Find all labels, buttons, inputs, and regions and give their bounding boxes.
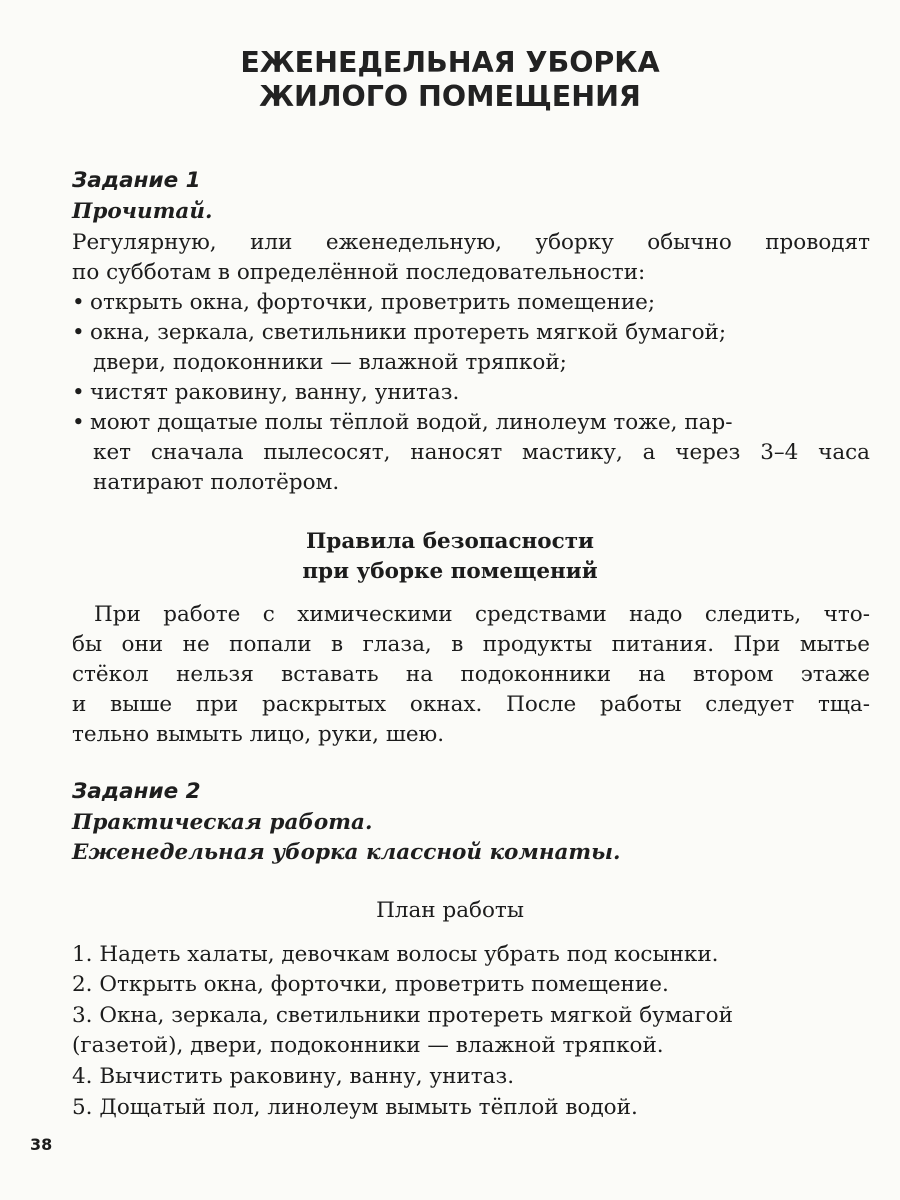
bullet-icon: • xyxy=(72,290,85,315)
page-title-line-2: ЖИЛОГО ПОМЕЩЕНИЯ xyxy=(259,80,641,113)
bullet-icon: • xyxy=(72,320,85,345)
safety-title-line-1: Правила безопасности xyxy=(305,529,594,554)
plan-step: 5. Дощатый пол, линолеум вымыть тёплой водой. xyxy=(72,1095,638,1120)
bullet-item: • окна, зеркала, светильники протереть мягкой бумагой; xyxy=(72,318,870,348)
safety-text-line: тельно вымыть лицо, руки, шею. xyxy=(72,722,445,747)
plan-step: 2. Открыть окна, форточки, проветрить помещение. xyxy=(72,972,669,997)
task-2-heading: Задание 2 xyxy=(72,779,201,804)
plan-title: План работы xyxy=(376,898,524,923)
bullet-icon: • xyxy=(72,410,85,435)
plan-step-continuation: (газетой), двери, подоконники — влажной тряпкой. xyxy=(72,1033,664,1058)
page-number: 38 xyxy=(30,1135,53,1154)
bullet-item-continuation: натирают полотёром. xyxy=(93,470,340,495)
bullet-item-continuation: кет сначала пылесосят, наносят мастику, а через 3–4 часа xyxy=(93,440,870,465)
plan-step: 3. Окна, зеркала, светильники протереть мягкой бумагой xyxy=(72,1003,733,1028)
safety-text-line: бы они не попали в глаза, в продукты питания. При мытье xyxy=(72,632,870,657)
page-title xyxy=(0,46,900,114)
bullet-item: • открыть окна, форточки, проветрить помещение; xyxy=(72,288,870,318)
task-1-intro-line-2: по субботам в определённой последовательности: xyxy=(72,260,646,285)
task-2-line-2: Еженедельная уборка классной комнаты. xyxy=(72,840,621,865)
safety-text-line: и выше при раскрытых окнах. После работы следует тща- xyxy=(72,692,870,717)
safety-text-line: При работе с химическими средствами надо следить, что- xyxy=(94,602,870,627)
task-2-line-1: Практическая работа. xyxy=(72,810,373,835)
safety-title-line-2: при уборке помещений xyxy=(302,559,598,584)
task-1-instruction: Прочитай. xyxy=(72,199,213,224)
bullet-item-continuation: двери, подоконники — влажной тряпкой; xyxy=(93,350,567,375)
bullet-icon: • xyxy=(72,380,85,405)
bullet-item: • чистят раковину, ванну, унитаз. xyxy=(72,378,870,408)
task-1-heading: Задание 1 xyxy=(72,168,201,193)
plan-step: 1. Надеть халаты, девочкам волосы убрать под косынки. xyxy=(72,942,719,967)
bullet-item: • моют дощатые полы тёплой водой, линолеум тоже, пар- xyxy=(72,408,870,438)
page-title-line-1: ЕЖЕНЕДЕЛЬНАЯ УБОРКА xyxy=(240,46,660,79)
plan-step: 4. Вычистить раковину, ванну, унитаз. xyxy=(72,1064,515,1089)
safety-text-line: стёкол нельзя вставать на подоконники на втором этаже xyxy=(72,662,870,687)
task-1-intro-line-1: Регулярную, или еженедельную, уборку обычно проводят xyxy=(72,230,870,255)
